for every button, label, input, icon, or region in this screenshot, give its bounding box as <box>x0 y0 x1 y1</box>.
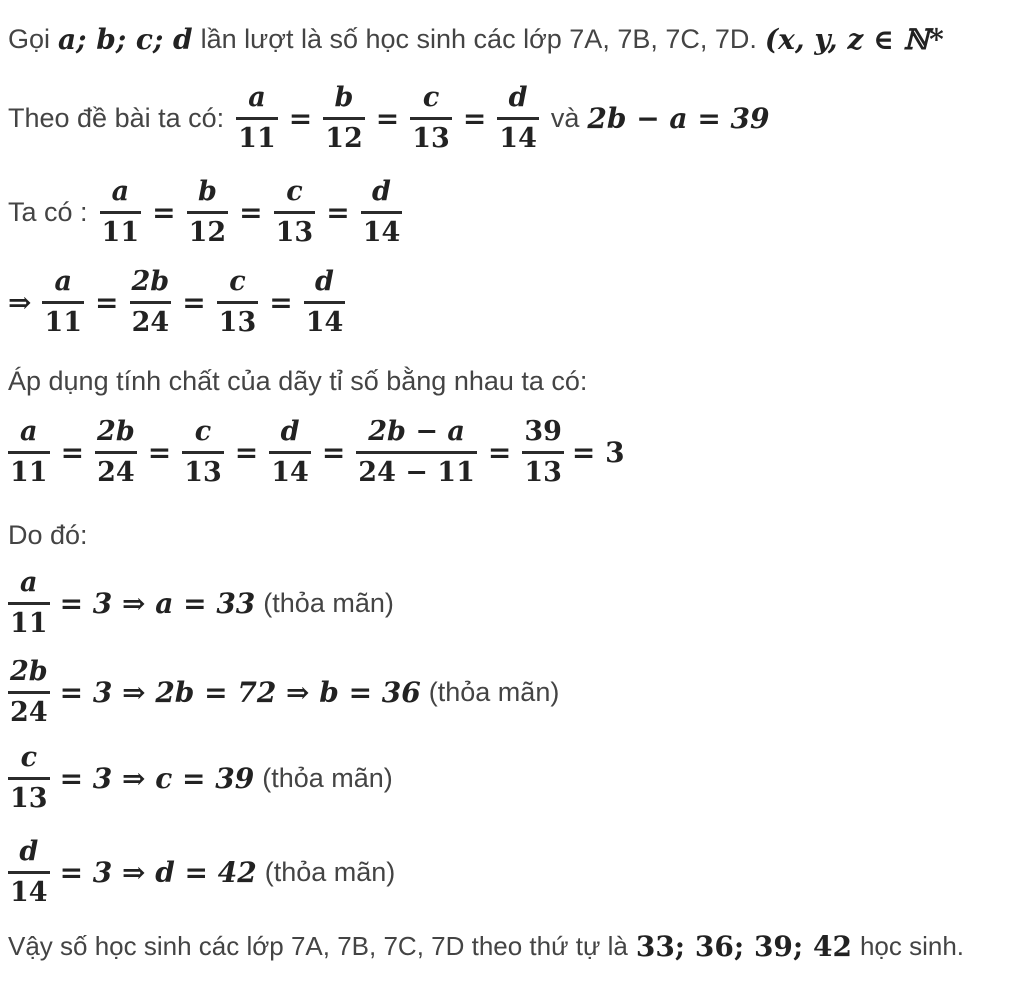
ratio-result: = 3 <box>571 435 625 469</box>
intro-domain: (x, y, z ∈ ℕ* <box>764 22 944 56</box>
intro-variables: a; b; c; d <box>58 22 193 56</box>
given-conjunction: và <box>550 102 580 133</box>
fraction: $\frac{39}{13}$ <box>524 416 562 488</box>
fraction: $\frac{2b - a}{24 - 11}$ <box>358 416 475 488</box>
given-equation: 2b − a = 39 <box>587 101 770 135</box>
therefore-text: Do đó: <box>8 519 88 550</box>
fraction: $\frac{c}{13}$ <box>10 742 48 814</box>
conclusion-suffix: học sinh. <box>859 930 965 961</box>
intro-text: lần lượt là số học sinh các lớp 7A, 7B, 7C, 7D. <box>200 23 757 54</box>
implies-arrow: ⇒ <box>8 285 32 319</box>
fraction: $\frac{a}{11}$ <box>101 176 140 248</box>
fraction: $\frac{2b}{24}$ <box>97 416 135 488</box>
fraction: $\frac{c}{13}$ <box>412 82 450 154</box>
intro-prefix: Gọi <box>8 23 51 54</box>
fraction: $\frac{c}{13}$ <box>275 176 314 248</box>
result-row <box>8 652 559 732</box>
fraction: $\frac{a}{11}$ <box>10 567 48 639</box>
fraction: $\frac{c}{13}$ <box>218 266 257 338</box>
result-row <box>8 738 393 818</box>
fraction: $\frac{2b}{24}$ <box>10 656 48 728</box>
fraction: $\frac{d}{14}$ <box>499 82 537 154</box>
result-note: (thỏa mãn) <box>264 856 396 887</box>
proportion-line: Ta có : $\frac{a}{11}$ = $\frac{b}{12}$ = $\frac{c}{13}$ = $\frac{d}{14}$ <box>8 176 401 248</box>
ratio-chain-line: $\frac{a}{11}$ = $\frac{2b}{24}$ = $\frac{c}{13}$ = $\frac{d}{14}$ = $\frac{2b - a}{24 - 11}$ = $\frac{39}{13}$ = 3 <box>10 416 625 488</box>
fraction: $\frac{a}{11}$ <box>10 416 48 488</box>
result-row <box>8 563 394 643</box>
property-line <box>8 360 587 402</box>
therefore-line <box>8 514 88 556</box>
intro-line <box>8 18 944 60</box>
result-note: (thỏa mãn) <box>263 587 394 618</box>
fraction: $\frac{a}{11}$ <box>44 266 83 338</box>
given-prefix: Theo đề bài ta có: <box>8 102 225 133</box>
fraction: $\frac{d}{14}$ <box>271 416 309 488</box>
conclusion-line <box>8 925 964 967</box>
result-note: (thỏa mãn) <box>428 676 560 707</box>
fraction: $\frac{d}{14}$ <box>10 836 48 908</box>
fraction: $\frac{b}{12}$ <box>188 176 227 248</box>
result-expression: = 3 ⇒ a = 33 <box>59 586 256 620</box>
conclusion-values: 33; 36; 39; 42 <box>635 929 852 963</box>
fraction: $\frac{2b}{24}$ <box>131 266 170 338</box>
conclusion-text: Vậy số học sinh các lớp 7A, 7B, 7C, 7D theo thứ tự là <box>8 930 628 961</box>
proportion-prefix: Ta có : <box>8 196 88 227</box>
result-expression: = 3 ⇒ d = 42 <box>59 855 257 889</box>
given-line: Theo đề bài ta có: $\frac{a}{11}$ = $\frac{b}{12}$ = $\frac{c}{13}$ = $\frac{d}{14}$ và 2b − a = 39 <box>8 82 770 154</box>
result-row <box>8 832 395 912</box>
fraction: $\frac{b}{12}$ <box>325 82 363 154</box>
fraction: $\frac{c}{13}$ <box>184 416 222 488</box>
result-note: (thỏa mãn) <box>262 762 393 793</box>
result-expression: = 3 ⇒ c = 39 <box>59 761 255 795</box>
result-expression: = 3 ⇒ 2b = 72 ⇒ b = 36 <box>59 675 421 709</box>
fraction: $\frac{d}{14}$ <box>362 176 401 248</box>
property-text: Áp dụng tính chất của dãy tỉ số bằng nhau ta có: <box>8 365 588 396</box>
fraction: $\frac{d}{14}$ <box>305 266 344 338</box>
scaled-proportion-line: ⇒ $\frac{a}{11}$ = $\frac{2b}{24}$ = $\frac{c}{13}$ = $\frac{d}{14}$ <box>8 266 344 338</box>
fraction: $\frac{a}{11}$ <box>238 82 276 154</box>
